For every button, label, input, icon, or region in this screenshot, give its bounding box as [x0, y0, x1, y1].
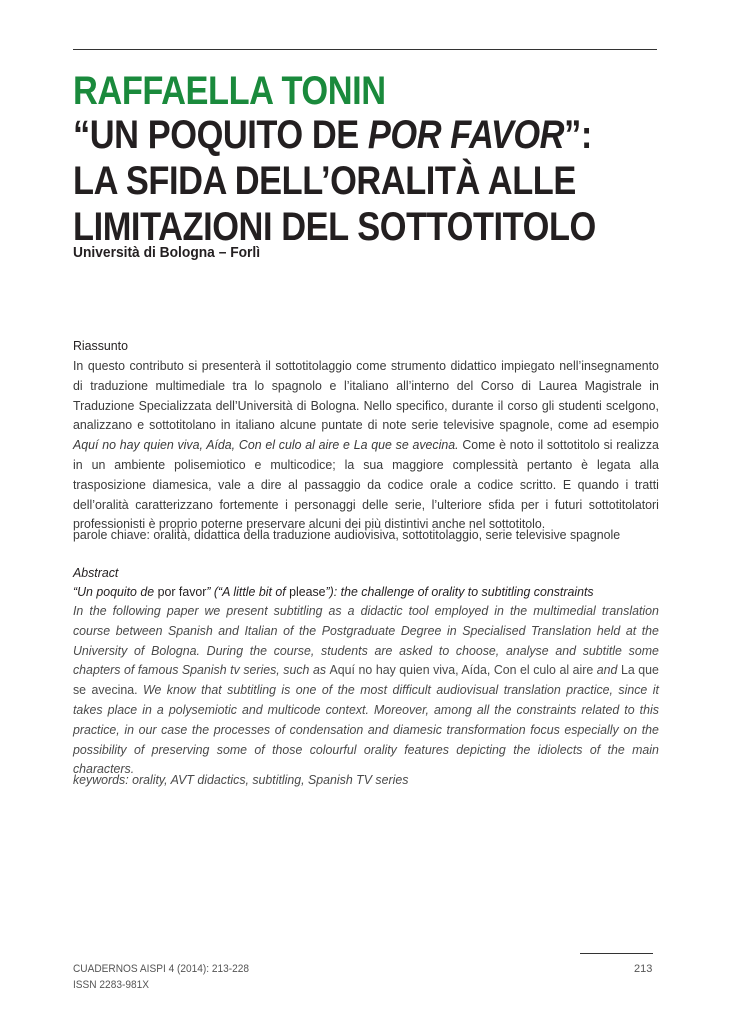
title-line-1: [73, 112, 596, 158]
riassunto-heading: Riassunto: [73, 338, 129, 353]
abstract-series-titles: La que se avecina.: [73, 662, 659, 698]
title-italic-part: POR FAVOR: [367, 113, 565, 157]
abstract-heading: Abstract: [73, 565, 119, 580]
abstract-subtitle: [73, 582, 659, 602]
abstract-text: We know that subtitling is one of the most difficult audiovisual translation practice, since it takes place in a polysemiotic and multicode context. Moreover, among all the constraints related to this practice, in our case the processes of condensation and diamesic transformation focus especially on the possibility of preserving some of those colourful orality features depicting the idiolects of the main characters.: [73, 682, 659, 777]
riassunto-series-titles: Aquí no hay quien viva, Aída, Con el culo al aire e La que se avecina.: [73, 437, 459, 453]
abstract-subtitle-part: ” (“A little bit of: [206, 584, 290, 599]
affiliation: Università di Bologna – Forlì: [73, 244, 261, 261]
abstract-subtitle-part: “Un poquito de: [73, 584, 158, 599]
abstract-body: [73, 601, 659, 779]
abstract-series-titles: Aquí no hay quien viva, Aída, Con el culo al aire: [329, 662, 597, 678]
footer-citation: [73, 961, 249, 993]
author-name: RAFFAELLA TONIN: [73, 69, 386, 113]
page-number: 213: [634, 963, 653, 975]
abstract-text: and: [596, 662, 621, 678]
abstract-text: In the following paper we present subtitling as a didactic tool employed in the multimedial translation course between Spanish and Italian of the Postgraduate Degree in Specialised Translation held at the University of Bologna. During the course, students are asked to choose, analyse and subtitle some chapters of famous Spanish tv series, such as: [73, 603, 659, 678]
abstract-subtitle-upright: please: [289, 584, 326, 599]
title-part: ”:: [564, 113, 592, 157]
riassunto-text: In questo contributo si presenterà il sottotitolaggio come strumento didattico impiegato nell’insegnamento di traduzione multimediale tra lo spagnolo e l’italiano all’interno del Corso di Laurea Magistrale in Traduzione Specializzata dell’Università di Bologna. Nello specifico, durante il corso gli studenti scelgono, analizzano e sottotitolano in italiano alcune puntate di note serie televisive spagnole, come ad esempio: [73, 358, 659, 433]
abstract-subtitle-upright: por favor: [157, 584, 207, 599]
issn: ISSN 2283-981X: [73, 979, 149, 991]
footer-rule: [580, 953, 653, 954]
title-line-3: LIMITAZIONI DEL SOTTOTITOLO: [73, 205, 596, 249]
title-line-2: LA SFIDA DELL’ORALITÀ ALLE: [73, 159, 576, 203]
keywords: keywords: orality, AVT didactics, subtitling, Spanish TV series: [73, 772, 409, 787]
paper-title: [73, 112, 596, 250]
riassunto-text: Come è noto il sottotitolo si realizza in un ambiente polisemiotico e multicodice; la sua maggiore complessità pertanto è legata alla trasposizione diamesica, vale a dire al passaggio da codice orale a codice scritto. E quando i tratti dell’oralità caratterizzano fortemente i personaggi delle serie, l’ulteriore sfida per i futuri sottotitolatori professionisti è proprio poterne preservare alcuni dei più distintivi anche nel sottotitolo.: [73, 437, 659, 532]
abstract-subtitle-part: ”): the challenge of orality to subtitling constraints: [325, 584, 594, 599]
riassunto-body: [73, 356, 659, 534]
top-rule: [73, 49, 657, 50]
title-part: “UN POQUITO DE: [73, 113, 368, 157]
journal-citation: CUADERNOS AISPI 4 (2014): 213-228: [73, 963, 250, 975]
parole-chiave: parole chiave: oralità, didattica della traduzione audiovisiva, sottotitolaggio, serie televisive spagnole: [73, 527, 621, 542]
